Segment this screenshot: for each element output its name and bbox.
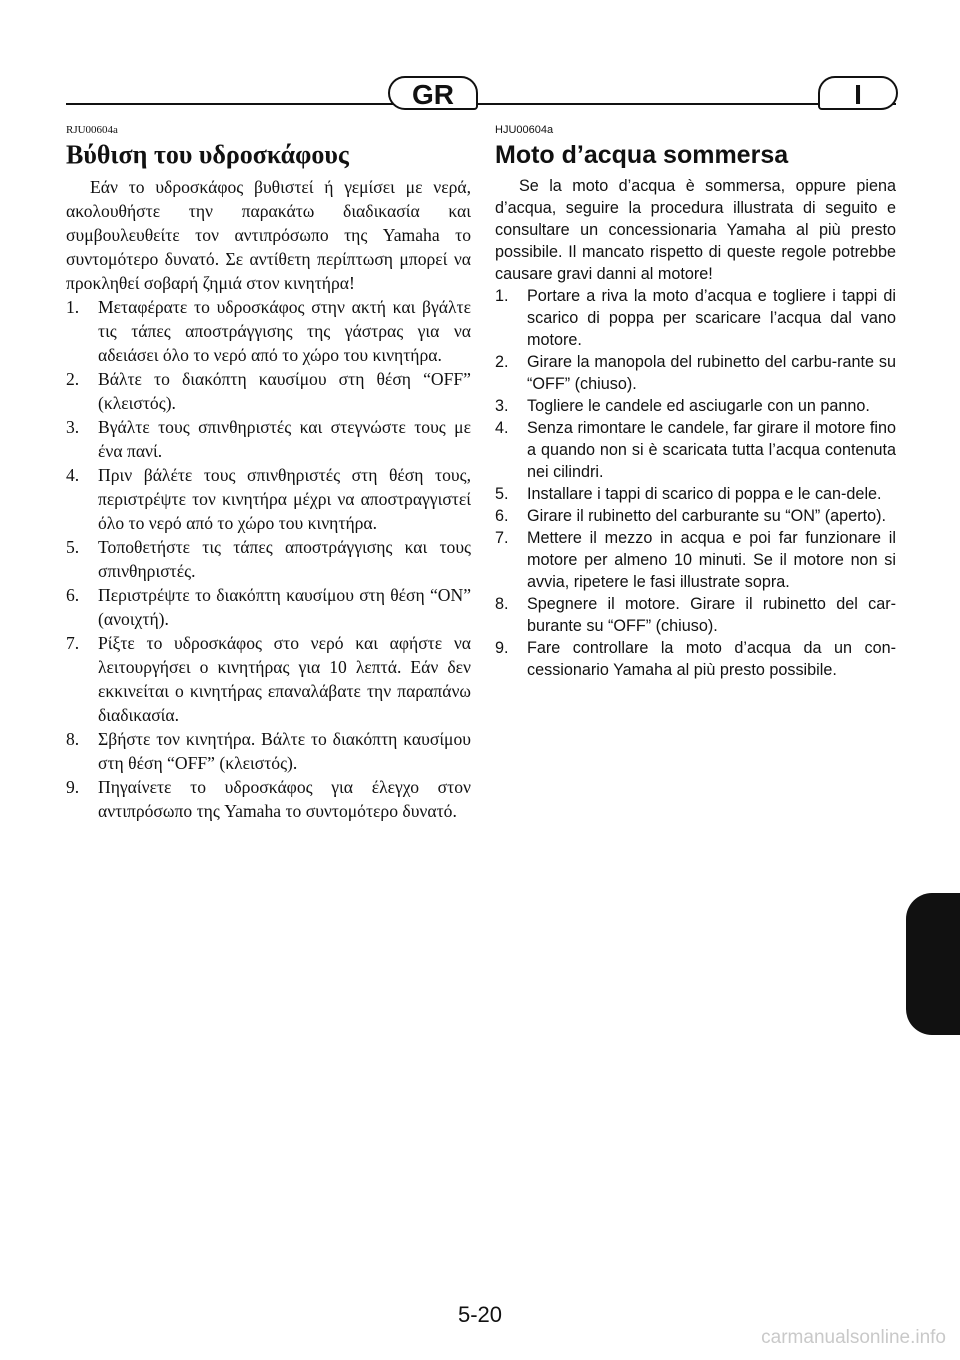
page-number: 5-20 xyxy=(457,1302,503,1327)
steps-list xyxy=(495,285,896,681)
list-item xyxy=(66,367,471,415)
step-text: Girare il rubinetto del carburante su “ON” (aperto). xyxy=(527,507,886,525)
step-text: Mettere il mezzo in acqua e poi far funzionare il motore per almeno 10 minuti. Se il motore non si avvia, ripetere le fasi illustrate sopra. xyxy=(527,529,896,591)
step-text: Βγάλτε τους σπινθηριστές και στεγνώστε τους με ένα πανί. xyxy=(98,417,471,461)
step-text: Πηγαίνετε το υδροσκάφος για έλεγχο στον αντιπρόσωπο της Yamaha το συντομότερο δυνατό. xyxy=(98,777,471,821)
step-text: Togliere le candele ed asciugarle con un panno. xyxy=(527,397,870,415)
step-number: 9. xyxy=(495,639,509,657)
list-item xyxy=(495,527,896,593)
step-text: Ρίξτε το υδροσκάφος στο νερό και αφήστε να λειτουργήσει ο κινητήρας για 10 λεπτά. Εάν δεν εκκινείται ο κινητήρας επαναλάβατε την παραπάνω διαδικασία. xyxy=(98,633,471,725)
list-item xyxy=(66,295,471,367)
step-number: 5. xyxy=(495,485,509,503)
list-item xyxy=(66,535,471,583)
list-item xyxy=(495,505,896,527)
step-number: 4. xyxy=(66,465,80,485)
step-text: Βάλτε το διακόπτη καυσίμου στη θέση “OFF” (κλειστός). xyxy=(98,369,471,413)
step-number: 1. xyxy=(495,287,509,305)
list-item xyxy=(66,463,471,535)
step-number: 8. xyxy=(495,595,509,613)
italian-column xyxy=(495,123,896,681)
step-number: 2. xyxy=(66,369,80,389)
list-item xyxy=(66,415,471,463)
step-number: 6. xyxy=(66,585,80,605)
list-item xyxy=(495,637,896,681)
step-number: 1. xyxy=(66,297,80,317)
step-text: Σβήστε τον κινητήρα. Βάλτε το διακόπτη καυσίμου στη θέση “OFF” (κλειστός). xyxy=(98,729,471,773)
list-item xyxy=(495,285,896,351)
intro-paragraph: Εάν το υδροσκάφος βυθιστεί ή γεμίσει με νερά, ακολουθήστε την παρακάτω διαδικασία και συμβουλευθείτε τον αντιπρόσωπο της Yamaha το συντομότερο δυνατό. Σε αντίθετη περίπτωση μπορεί να προκληθεί σοβαρή ζημιά στον κινητήρα! xyxy=(66,177,471,293)
greek-column xyxy=(66,123,471,823)
step-number: 7. xyxy=(66,633,80,653)
section-thumb-tab xyxy=(906,893,960,1035)
step-text: Πριν βάλέτε τους σπινθηριστές στη θέση τους, περιστρέψτε τον κινητήρα μέχρι να αποστραγγιστεί όλο το νερό από το χώρο του κινητήρα. xyxy=(98,465,471,533)
step-number: 3. xyxy=(66,417,80,437)
section-title: Moto d’acqua sommersa xyxy=(495,141,789,169)
step-number: 4. xyxy=(495,419,509,437)
watermark: carmanualsonline.info xyxy=(761,1327,946,1348)
step-text: Τοποθετήστε τις τάπες αποστράγγισης και τους σπινθηριστές. xyxy=(98,537,471,581)
list-item xyxy=(66,775,471,823)
section-code: HJU00604a xyxy=(495,124,554,136)
step-text: Spegnere il motore. Girare il rubinetto del car-burante su “OFF” (chiuso). xyxy=(527,595,896,635)
step-text: Μεταφέρατε το υδροσκάφος στην ακτή και βγάλτε τις τάπες αποστράγγισης της γάστρας για να αδειάσει όλο το νερό από το χώρο του κινητήρα. xyxy=(98,297,471,365)
step-text: Portare a riva la moto d’acqua e togliere i tappi di scarico di poppa per scaricare l’acqua dal vano motore. xyxy=(527,287,896,349)
header-rule xyxy=(66,103,896,105)
step-text: Installare i tappi di scarico di poppa e le can-dele. xyxy=(527,485,882,503)
list-item xyxy=(495,483,896,505)
list-item xyxy=(66,727,471,775)
language-tab-gr: GR xyxy=(388,76,478,110)
step-number: 6. xyxy=(495,507,509,525)
step-text: Girare la manopola del rubinetto del carbu-rante su “OFF” (chiuso). xyxy=(527,353,896,393)
step-text: Fare controllare la moto d’acqua da un con-cessionario Yamaha al più presto possibile. xyxy=(527,639,896,679)
section-title: Βύθιση του υδροσκάφους xyxy=(66,140,349,169)
list-item xyxy=(66,583,471,631)
step-number: 3. xyxy=(495,397,509,415)
list-item xyxy=(495,351,896,395)
step-number: 9. xyxy=(66,777,80,797)
intro-paragraph: Se la moto d’acqua è sommersa, oppure piena d’acqua, seguire la procedura illustrata di seguito e consultare un concessionaria Yamaha al più presto possibile. Il mancato rispetto di queste regole potrebbe causare gravi danni al motore! xyxy=(495,177,896,283)
list-item xyxy=(495,417,896,483)
steps-list xyxy=(66,295,471,823)
step-number: 5. xyxy=(66,537,80,557)
section-code: RJU00604a xyxy=(66,124,118,136)
step-number: 8. xyxy=(66,729,80,749)
list-item xyxy=(495,395,896,417)
language-tab-i: I xyxy=(818,76,898,110)
step-number: 2. xyxy=(495,353,509,371)
step-text: Senza rimontare le candele, far girare il motore fino a quando non si è scaricata tutta l’acqua contenuta nei cilindri. xyxy=(527,419,896,481)
step-number: 7. xyxy=(495,529,509,547)
list-item xyxy=(495,593,896,637)
step-text: Περιστρέψτε το διακόπτη καυσίμου στη θέση “ON” (ανοιχτή). xyxy=(98,585,471,629)
list-item xyxy=(66,631,471,727)
